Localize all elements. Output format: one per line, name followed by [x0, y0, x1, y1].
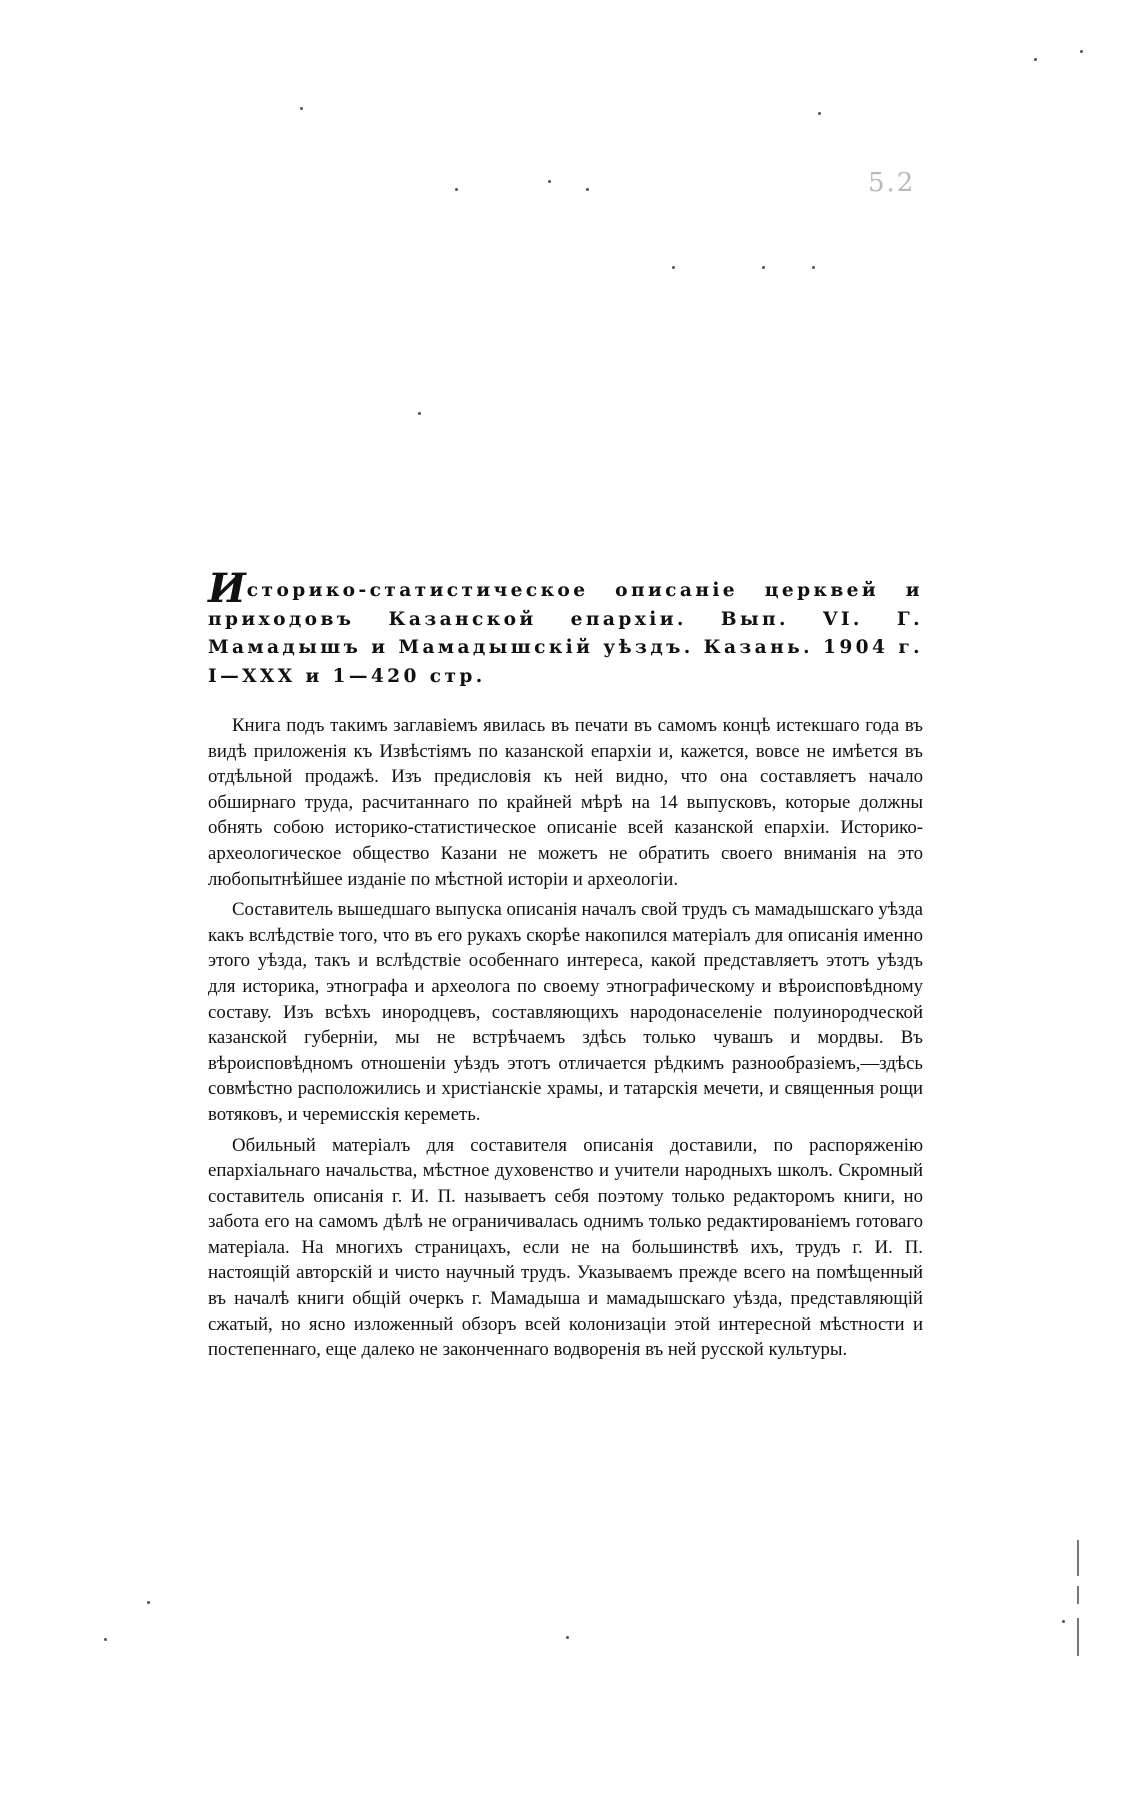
- scan-speck: [566, 1636, 569, 1639]
- scan-edge-line: [1077, 1540, 1079, 1576]
- paragraph-2: [208, 897, 923, 1127]
- scan-speck: [418, 412, 421, 415]
- scan-speck: [1034, 58, 1037, 61]
- scan-speck: [548, 180, 551, 183]
- paragraph-1-text: Книга подъ такимъ заглавіемъ явилась въ печати въ самомъ концѣ истекшаго года въ видѣ приложенія къ Извѣстіямъ по казанской епархіи и, кажется, вовсе не имѣется въ отдѣльной продажѣ. Изъ предисловія къ ней видно, что она составляетъ начало обширнаго труда, расчитаннаго по крайней мѣрѣ на 14 выпусковъ, которые должны обнять собою историко-статистическое описаніе всей казанской епархіи. Историко-археологическое общество Казани не можетъ не обратить своего вниманія на это любопытнѣйшее изданіе по мѣстной исторіи и археологіи.: [208, 715, 923, 890]
- review-article: [208, 565, 923, 1368]
- paragraph-1: [208, 713, 923, 892]
- scan-speck: [812, 266, 815, 269]
- scan-speck: [672, 266, 675, 269]
- scan-edge-line: [1077, 1618, 1079, 1656]
- scan-speck: [455, 188, 458, 191]
- scan-speck: [762, 266, 765, 269]
- heading-text: сторико-статистическое описаніе церквей и приходовъ Казанской епархіи. Вып. VI. Г. Мамадышъ и Мамадышскій уѣздъ. Казань. 1904 г. I—XXX и 1—420 стр.: [208, 580, 923, 687]
- scan-speck: [818, 112, 821, 115]
- faint-page-number: 5.2: [868, 168, 916, 198]
- paragraph-3-text: Обильный матеріалъ для составителя описанія доставили, по распоряженію епархіальнаго начальства, мѣстное духовенство и учители народныхъ школъ. Скромный составитель описанія г. И. П. называетъ себя поэтому только редакторомъ книги, но забота его на самомъ дѣлѣ не ограничивалась однимъ только редактированіемъ готоваго матеріала. На многихъ страницахъ, если не на большинствѣ ихъ, трудъ г. И. П. настоящій авторскій и чисто научный трудъ. Указываемъ прежде всего на помѣщенный въ началѣ книги общій очеркъ г. Мамадыша и мамадышскаго уѣзда, представляющій сжатый, но ясно изложенный обзоръ всей колонизаціи этой интересной мѣстности и постепеннаго, еще далеко не законченнаго водворенія въ ней русской культуры.: [208, 1134, 923, 1361]
- scan-edge-line: [1077, 1586, 1079, 1604]
- paragraph-3: [208, 1133, 923, 1363]
- scan-speck: [1062, 1620, 1065, 1623]
- review-heading: [208, 565, 923, 691]
- scan-speck: [586, 188, 589, 191]
- scan-speck: [1080, 50, 1083, 53]
- paragraph-2-text: Составитель вышедшаго выпуска описанія началъ свой трудъ съ мамадышскаго уѣзда какъ вслѣдствіе того, что въ его рукахъ скорѣе накопился матеріалъ для описанія именно этого уѣзда, такъ и вслѣдствіе особеннаго интереса, какой представляетъ этотъ уѣздъ для историка, этнографа и археолога по своему этнографическому и вѣроисповѣдному составу. Изъ всѣхъ инородцевъ, составляющихъ народонаселеніе полуинородческой казанской губерніи, мы не встрѣчаемъ здѣсь только чувашъ и мордвы. Въ вѣроисповѣдномъ отношеніи уѣздъ этотъ отличается рѣдкимъ разнообразіемъ,—здѣсь совмѣстно расположились и христіанскіе храмы, и татарскія мечети, и священныя рощи вотяковъ, и черемисскія кереметь.: [208, 899, 923, 1125]
- scan-speck: [104, 1638, 107, 1641]
- scan-speck: [147, 1601, 150, 1604]
- scan-speck: [300, 107, 303, 110]
- decorative-dropcap: И: [208, 565, 246, 612]
